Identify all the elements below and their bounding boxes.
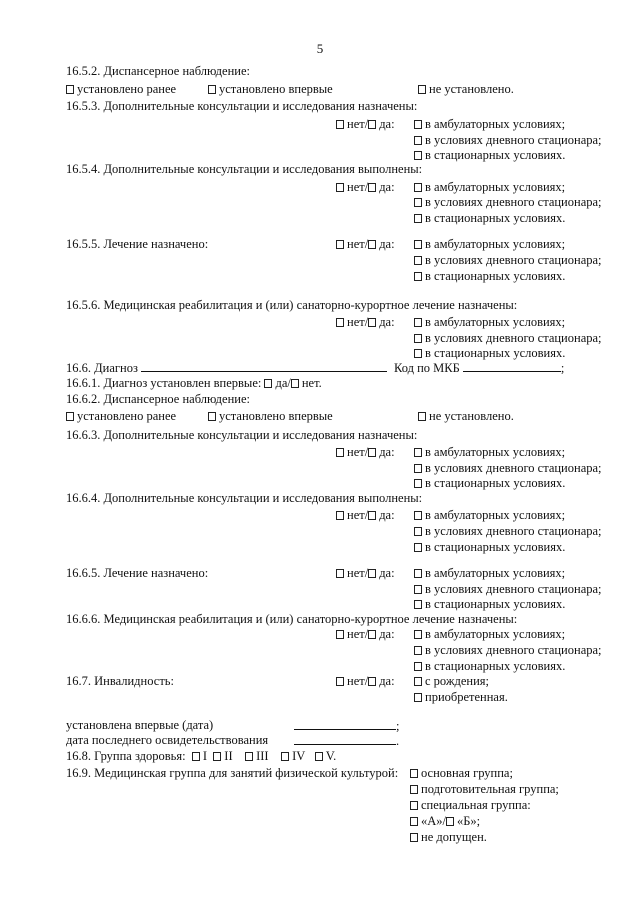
checkbox-no[interactable] — [336, 183, 344, 192]
section-16-6-5-heading: 16.6.5. Лечение назначено: — [66, 566, 209, 580]
section-16-6-1: 16.6.1. Диагноз установлен впервые: да/ нет. — [66, 376, 322, 390]
checkbox-yes[interactable] — [368, 630, 376, 639]
checkbox[interactable] — [410, 785, 418, 794]
option-hosp[interactable]: в стационарных условиях. — [414, 476, 565, 491]
option-day[interactable]: в условиях дневного стационара; — [414, 253, 602, 268]
option-main-group[interactable]: основная группа; — [410, 766, 513, 781]
checkbox-b[interactable] — [446, 817, 454, 826]
checkbox-no[interactable] — [336, 569, 344, 578]
checkbox-yes[interactable] — [368, 240, 376, 249]
section-16-6-6-heading: 16.6.6. Медицинская реабилитация и (или) санаторно-курортное лечение назначены: — [66, 612, 518, 626]
checkbox[interactable] — [414, 151, 422, 160]
checkbox[interactable] — [418, 85, 426, 94]
checkbox-yes[interactable] — [368, 183, 376, 192]
option-hosp[interactable]: в стационарных условиях. — [414, 346, 565, 361]
last-exam-date-label: дата последнего освидетельствования — [66, 733, 269, 747]
checkbox[interactable] — [414, 646, 422, 655]
checkbox-no[interactable] — [291, 379, 299, 388]
section-16-5-6-heading: 16.5.6. Медицинская реабилитация и (или) санаторно-курортное лечение назначены: — [66, 298, 518, 312]
diagnosis-field[interactable] — [141, 360, 387, 372]
disp-first-option[interactable]: установлено впервые — [208, 409, 333, 424]
disp-earlier-option[interactable]: установлено ранее — [66, 82, 176, 97]
checkbox[interactable] — [410, 769, 418, 778]
option-hosp[interactable]: в стационарных условиях. — [414, 597, 565, 612]
option-hosp[interactable]: в стационарных условиях. — [414, 659, 565, 674]
option-amb[interactable]: в амбулаторных условиях; — [414, 117, 565, 132]
option-hosp[interactable]: в стационарных условиях. — [414, 148, 565, 163]
checkbox[interactable] — [414, 349, 422, 358]
section-16-6-2-heading: 16.6.2. Диспансерное наблюдение: — [66, 392, 250, 406]
checkbox-yes[interactable] — [368, 448, 376, 457]
option-day[interactable]: в условиях дневного стационара; — [414, 524, 602, 539]
option-amb[interactable]: в амбулаторных условиях; — [414, 315, 565, 330]
section-16-6-4-heading: 16.6.4. Дополнительные консультации и исследования выполнены: — [66, 491, 423, 505]
checkbox[interactable] — [414, 136, 422, 145]
yes-no-choice[interactable]: нет/ да: — [336, 508, 395, 523]
checkbox-group-1[interactable] — [192, 752, 200, 761]
yes-no-choice[interactable]: нет/ да: — [336, 566, 395, 581]
checkbox-yes[interactable] — [368, 569, 376, 578]
checkbox[interactable] — [414, 479, 422, 488]
option-amb[interactable]: в амбулаторных условиях; — [414, 445, 565, 460]
section-16-8: 16.8. Группа здоровья: I II III IV V. — [66, 749, 337, 763]
checkbox-group-5[interactable] — [315, 752, 323, 761]
section-16-6-3-heading: 16.6.3. Дополнительные консультации и исследования назначены: — [66, 428, 418, 442]
section-16-5-3-heading: 16.5.3. Дополнительные консультации и исследования назначены: — [66, 99, 418, 113]
checkbox[interactable] — [414, 256, 422, 265]
option-day[interactable]: в условиях дневного стационара; — [414, 643, 602, 658]
checkbox[interactable] — [414, 272, 422, 281]
checkbox[interactable] — [414, 120, 422, 129]
checkbox-no[interactable] — [336, 120, 344, 129]
checkbox-group-2[interactable] — [213, 752, 221, 761]
checkbox-yes[interactable] — [368, 120, 376, 129]
checkbox[interactable] — [414, 240, 422, 249]
checkbox[interactable] — [410, 833, 418, 842]
option-prep-group[interactable]: подготовительная группа; — [410, 782, 559, 797]
option-day[interactable]: в условиях дневного стационара; — [414, 461, 602, 476]
option-hosp[interactable]: в стационарных условиях. — [414, 269, 565, 284]
option-amb[interactable]: в амбулаторных условиях; — [414, 180, 565, 195]
checkbox-yes[interactable] — [368, 511, 376, 520]
yes-no-choice[interactable]: нет/ да: — [336, 445, 395, 460]
checkbox[interactable] — [208, 412, 216, 421]
checkbox[interactable] — [414, 334, 422, 343]
checkbox[interactable] — [414, 543, 422, 552]
diagnosis-row: 16.6. Диагноз — [66, 360, 387, 376]
checkbox[interactable] — [414, 198, 422, 207]
disp-first-option[interactable]: установлено впервые — [208, 82, 333, 97]
checkbox-no[interactable] — [336, 630, 344, 639]
option-day[interactable]: в условиях дневного стационара; — [414, 133, 602, 148]
checkbox-yes[interactable] — [264, 379, 272, 388]
yes-no-choice[interactable]: нет/ да: — [336, 627, 395, 642]
checkbox-no[interactable] — [336, 677, 344, 686]
section-16-7-heading: 16.7. Инвалидность: — [66, 674, 174, 688]
mkb-row: Код по МКБ ; — [394, 361, 565, 375]
option-hosp[interactable]: в стационарных условиях. — [414, 211, 565, 226]
checkbox[interactable] — [414, 569, 422, 578]
mkb-code-field[interactable] — [463, 360, 561, 372]
yes-no-choice[interactable]: нет/ да: — [336, 315, 395, 330]
option-hosp[interactable]: в стационарных условиях. — [414, 540, 565, 555]
option-day[interactable]: в условиях дневного стационара; — [414, 331, 602, 346]
section-16-9-heading: 16.9. Медицинская группа для занятий физической культурой: — [66, 766, 399, 780]
yes-no-choice[interactable]: нет/ да: — [336, 674, 395, 689]
yes-no-choice[interactable]: нет/ да: — [336, 180, 395, 195]
option-day[interactable]: в условиях дневного стационара; — [414, 195, 602, 210]
checkbox[interactable] — [414, 183, 422, 192]
option-day[interactable]: в условиях дневного стационара; — [414, 582, 602, 597]
checkbox[interactable] — [414, 318, 422, 327]
last-exam-date-field[interactable] — [294, 733, 396, 745]
checkbox[interactable] — [208, 85, 216, 94]
checkbox[interactable] — [418, 412, 426, 421]
checkbox-no[interactable] — [336, 511, 344, 520]
checkbox-group-3[interactable] — [245, 752, 253, 761]
checkbox-no[interactable] — [336, 318, 344, 327]
page-number: 5 — [316, 41, 324, 56]
option-special-group[interactable]: специальная группа: — [410, 798, 531, 813]
disp-earlier-option[interactable]: установлено ранее — [66, 409, 176, 424]
checkbox[interactable] — [414, 464, 422, 473]
checkbox[interactable] — [414, 585, 422, 594]
section-16-5-4-heading: 16.5.4. Дополнительные консультации и исследования выполнены: — [66, 162, 423, 176]
checkbox[interactable] — [414, 448, 422, 457]
checkbox[interactable] — [414, 600, 422, 609]
checkbox[interactable] — [414, 662, 422, 671]
checkbox[interactable] — [414, 527, 422, 536]
checkbox[interactable] — [410, 801, 418, 810]
checkbox-no[interactable] — [336, 448, 344, 457]
option-excluded[interactable]: не допущен. — [410, 830, 487, 845]
disp-not-option[interactable]: не установлено. — [418, 82, 514, 97]
section-16-5-5-heading: 16.5.5. Лечение назначено: — [66, 237, 209, 251]
option-amb[interactable]: в амбулаторных условиях; — [414, 508, 565, 523]
option-acquired[interactable]: приобретенная. — [414, 690, 508, 705]
checkbox-a[interactable] — [410, 817, 418, 826]
option-birth[interactable]: с рождения; — [414, 674, 489, 689]
checkbox[interactable] — [66, 412, 74, 421]
section-16-5-2-heading: 16.5.2. Диспансерное наблюдение: — [66, 64, 250, 78]
checkbox-yes[interactable] — [368, 677, 376, 686]
checkbox[interactable] — [414, 511, 422, 520]
checkbox[interactable] — [414, 214, 422, 223]
checkbox-no[interactable] — [336, 240, 344, 249]
first-date-label: установлена впервые (дата) — [66, 718, 214, 732]
option-special-subgroup[interactable]: «А»/ «Б»; — [410, 814, 480, 829]
last-exam-date-row: . — [294, 733, 399, 749]
yes-no-choice[interactable]: нет/ да: — [336, 237, 395, 252]
checkbox[interactable] — [414, 677, 422, 686]
option-amb[interactable]: в амбулаторных условиях; — [414, 566, 565, 581]
checkbox-yes[interactable] — [368, 318, 376, 327]
checkbox[interactable] — [414, 630, 422, 639]
checkbox[interactable] — [414, 693, 422, 702]
first-date-field[interactable] — [294, 718, 396, 730]
option-amb[interactable]: в амбулаторных условиях; — [414, 237, 565, 252]
yes-no-choice[interactable]: нет/ да: — [336, 117, 395, 132]
first-date-row: ; — [294, 718, 399, 734]
checkbox[interactable] — [66, 85, 74, 94]
option-amb[interactable]: в амбулаторных условиях; — [414, 627, 565, 642]
disp-not-option[interactable]: не установлено. — [418, 409, 514, 424]
checkbox-group-4[interactable] — [281, 752, 289, 761]
